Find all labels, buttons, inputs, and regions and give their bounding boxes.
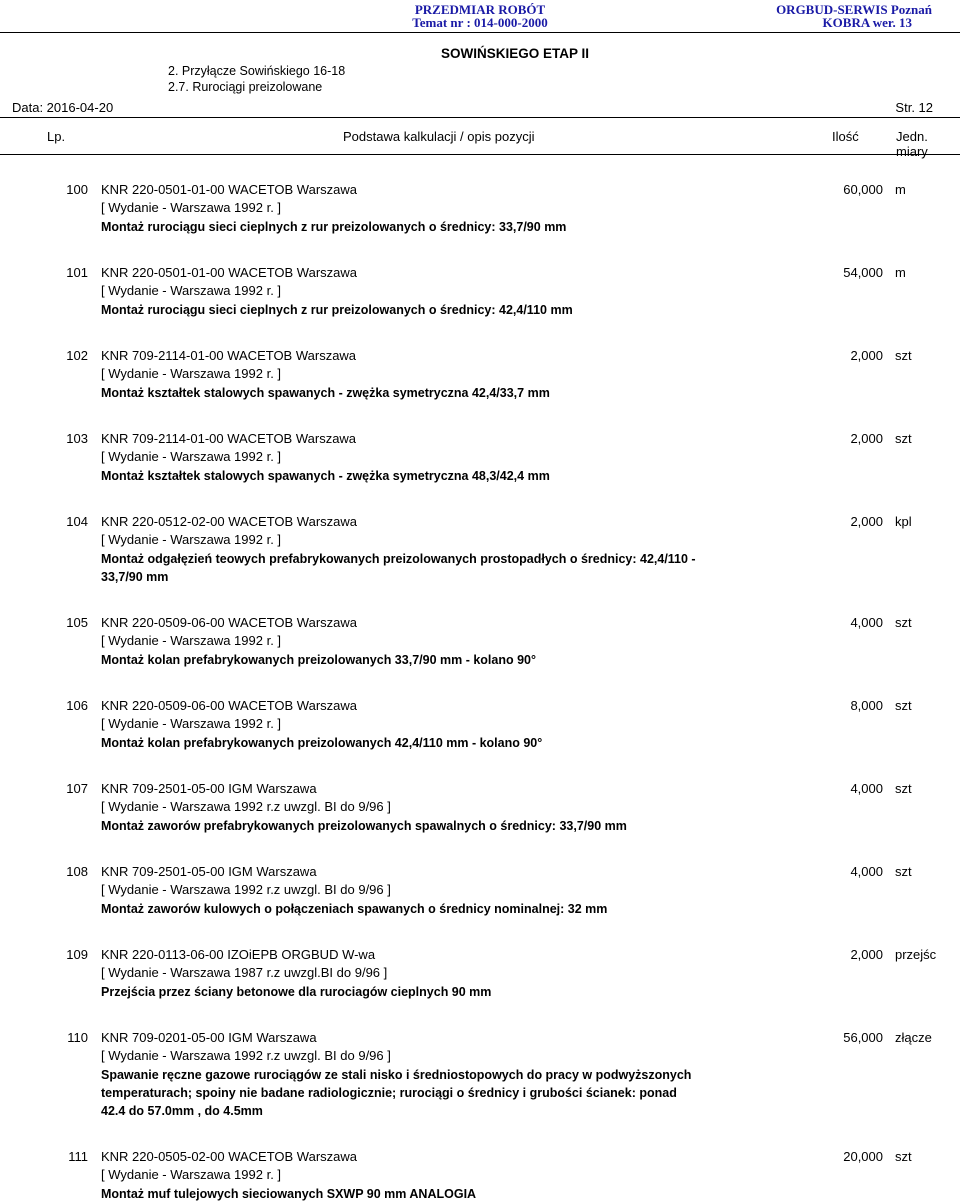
item-source: [ Wydanie - Warszawa 1992 r.z uwzgl. BI do 9/96 ] [101,799,391,814]
item-source: [ Wydanie - Warszawa 1992 r.z uwzgl. BI do 9/96 ] [101,1048,391,1063]
item-number: 107 [66,781,88,796]
item-number: 100 [66,182,88,197]
item-code: KNR 709-2501-05-00 IGM Warszawa [101,864,317,879]
item-description: Montaż odgałęzień teowych prefabrykowanych preizolowanych prostopadłych o średnicy: 42,4/110 - 33,7/90 mm [101,552,696,584]
item-source: [ Wydanie - Warszawa 1992 r.z uwzgl. BI do 9/96 ] [101,882,391,897]
item-code: KNR 709-2114-01-00 WACETOB Warszawa [101,348,357,363]
column-header-unit: Jedn. miary [896,129,928,159]
item-source: [ Wydanie - Warszawa 1992 r. ] [101,366,282,381]
item-quantity: 4,000 [850,864,883,879]
project-name: SOWIŃSKIEGO ETAP II [440,46,590,61]
item-description: Montaż zaworów kulowych o połączeniach spawanych o średnicy nominalnej: 32 mm [101,902,608,916]
item-quantity: 2,000 [850,947,883,962]
section-title: 2. Przyłącze Sowińskiego 16-18 [168,64,346,78]
item-code: KNR 220-0501-01-00 WACETOB Warszawa [101,182,358,197]
item-unit: kpl [895,514,912,529]
item-source: [ Wydanie - Warszawa 1992 r. ] [101,716,282,731]
item-unit: szt [895,431,912,446]
item-number: 108 [66,864,88,879]
topic-number: Temat nr : 014-000-2000 [412,15,548,30]
item-description: Montaż kolan prefabrykowanych preizolowanych 42,4/110 mm - kolano 90° [101,736,543,750]
item-code: KNR 220-0509-06-00 WACETOB Warszawa [101,698,358,713]
item-number: 109 [66,947,88,962]
software-version: KOBRA wer. 13 [822,15,912,30]
item-source: [ Wydanie - Warszawa 1992 r. ] [101,200,282,215]
item-unit: szt [895,1149,912,1164]
item-description: Montaż zaworów prefabrykowanych preizolowanych spawalnych o średnicy: 33,7/90 mm [101,819,627,833]
item-quantity: 56,000 [843,1030,883,1045]
subsection-title: 2.7. Rurociągi preizolowane [168,80,323,94]
item-source: [ Wydanie - Warszawa 1992 r. ] [101,1167,282,1182]
item-quantity: 2,000 [850,514,883,529]
item-unit: szt [895,781,912,796]
item-source: [ Wydanie - Warszawa 1992 r. ] [101,283,282,298]
item-code: KNR 220-0512-02-00 WACETOB Warszawa [101,514,358,529]
item-number: 103 [66,431,88,446]
item-unit: m [895,265,906,280]
item-number: 105 [66,615,88,630]
item-description: Spawanie ręczne gazowe rurociągów ze stali nisko i średniostopowych do pracy w podwyższonych temperaturach; spoiny nie badane radiologicznie; rurociągi o średnicy i grubości ścianek: ponad 42.4 do 57.0mm , do 4.5mm [101,1068,692,1118]
table-header [0,117,960,159]
item-number: 110 [67,1030,88,1045]
item-unit: szt [895,698,912,713]
item-quantity: 54,000 [843,265,883,280]
item-source: [ Wydanie - Warszawa 1992 r. ] [101,532,282,547]
item-code: KNR 709-0201-05-00 IGM Warszawa [101,1030,317,1045]
item-description: Montaż rurociągu sieci cieplnych z rur preizolowanych o średnicy: 42,4/110 mm [101,303,573,317]
company-name: ORGBUD-SERWIS Poznań [776,2,932,17]
item-unit: szt [895,615,912,630]
item-source: [ Wydanie - Warszawa 1992 r. ] [101,449,282,464]
item-quantity: 2,000 [850,348,883,363]
document-title: PRZEDMIAR ROBÓT [414,2,546,17]
item-source: [ Wydanie - Warszawa 1987 r.z uwzgl.BI do 9/96 ] [101,965,388,980]
column-header-lp: Lp. [47,129,66,144]
item-description: Montaż kształtek stalowych spawanych - zwężka symetryczna 48,3/42,4 mm [101,469,550,483]
item-number: 111 [68,1149,88,1164]
item-description: Montaż kolan prefabrykowanych preizolowanych 33,7/90 mm - kolano 90° [101,653,536,667]
item-number: 101 [66,265,88,280]
item-number: 102 [66,348,88,363]
item-unit: przejśc [895,947,937,962]
item-number: 106 [66,698,88,713]
item-description: Montaż kształtek stalowych spawanych - zwężka symetryczna 42,4/33,7 mm [101,386,550,400]
page-number: Str. 12 [895,100,933,115]
item-code: KNR 709-2114-01-00 WACETOB Warszawa [101,431,357,446]
item-description: Montaż muf tulejowych sieciowanych SXWP 90 mm ANALOGIA [101,1187,477,1201]
item-description: Przejścia przez ściany betonowe dla rurociagów cieplnych 90 mm [101,985,492,999]
item-quantity: 2,000 [850,431,883,446]
item-description: Montaż rurociągu sieci cieplnych z rur preizolowanych o średnicy: 33,7/90 mm [101,220,567,234]
document-date: Data: 2016-04-20 [12,100,114,115]
item-code: KNR 220-0505-02-00 WACETOB Warszawa [101,1149,358,1164]
item-quantity: 4,000 [850,615,883,630]
item-unit: złącze [895,1030,932,1045]
item-number: 104 [66,514,88,529]
item-code: KNR 220-0501-01-00 WACETOB Warszawa [101,265,358,280]
item-unit: szt [895,348,912,363]
header-divider [0,32,960,33]
item-code: KNR 709-2501-05-00 IGM Warszawa [101,781,317,796]
item-quantity: 60,000 [843,182,883,197]
item-code: KNR 220-0113-06-00 IZOiEPB ORGBUD W-wa [101,947,376,962]
column-header-quantity: Ilość [832,129,859,144]
item-quantity: 20,000 [843,1149,883,1164]
item-source: [ Wydanie - Warszawa 1992 r. ] [101,633,282,648]
item-quantity: 4,000 [850,781,883,796]
item-code: KNR 220-0509-06-00 WACETOB Warszawa [101,615,358,630]
item-unit: m [895,182,906,197]
item-quantity: 8,000 [850,698,883,713]
column-header-description: Podstawa kalkulacji / opis pozycji [343,129,535,144]
item-unit: szt [895,864,912,879]
